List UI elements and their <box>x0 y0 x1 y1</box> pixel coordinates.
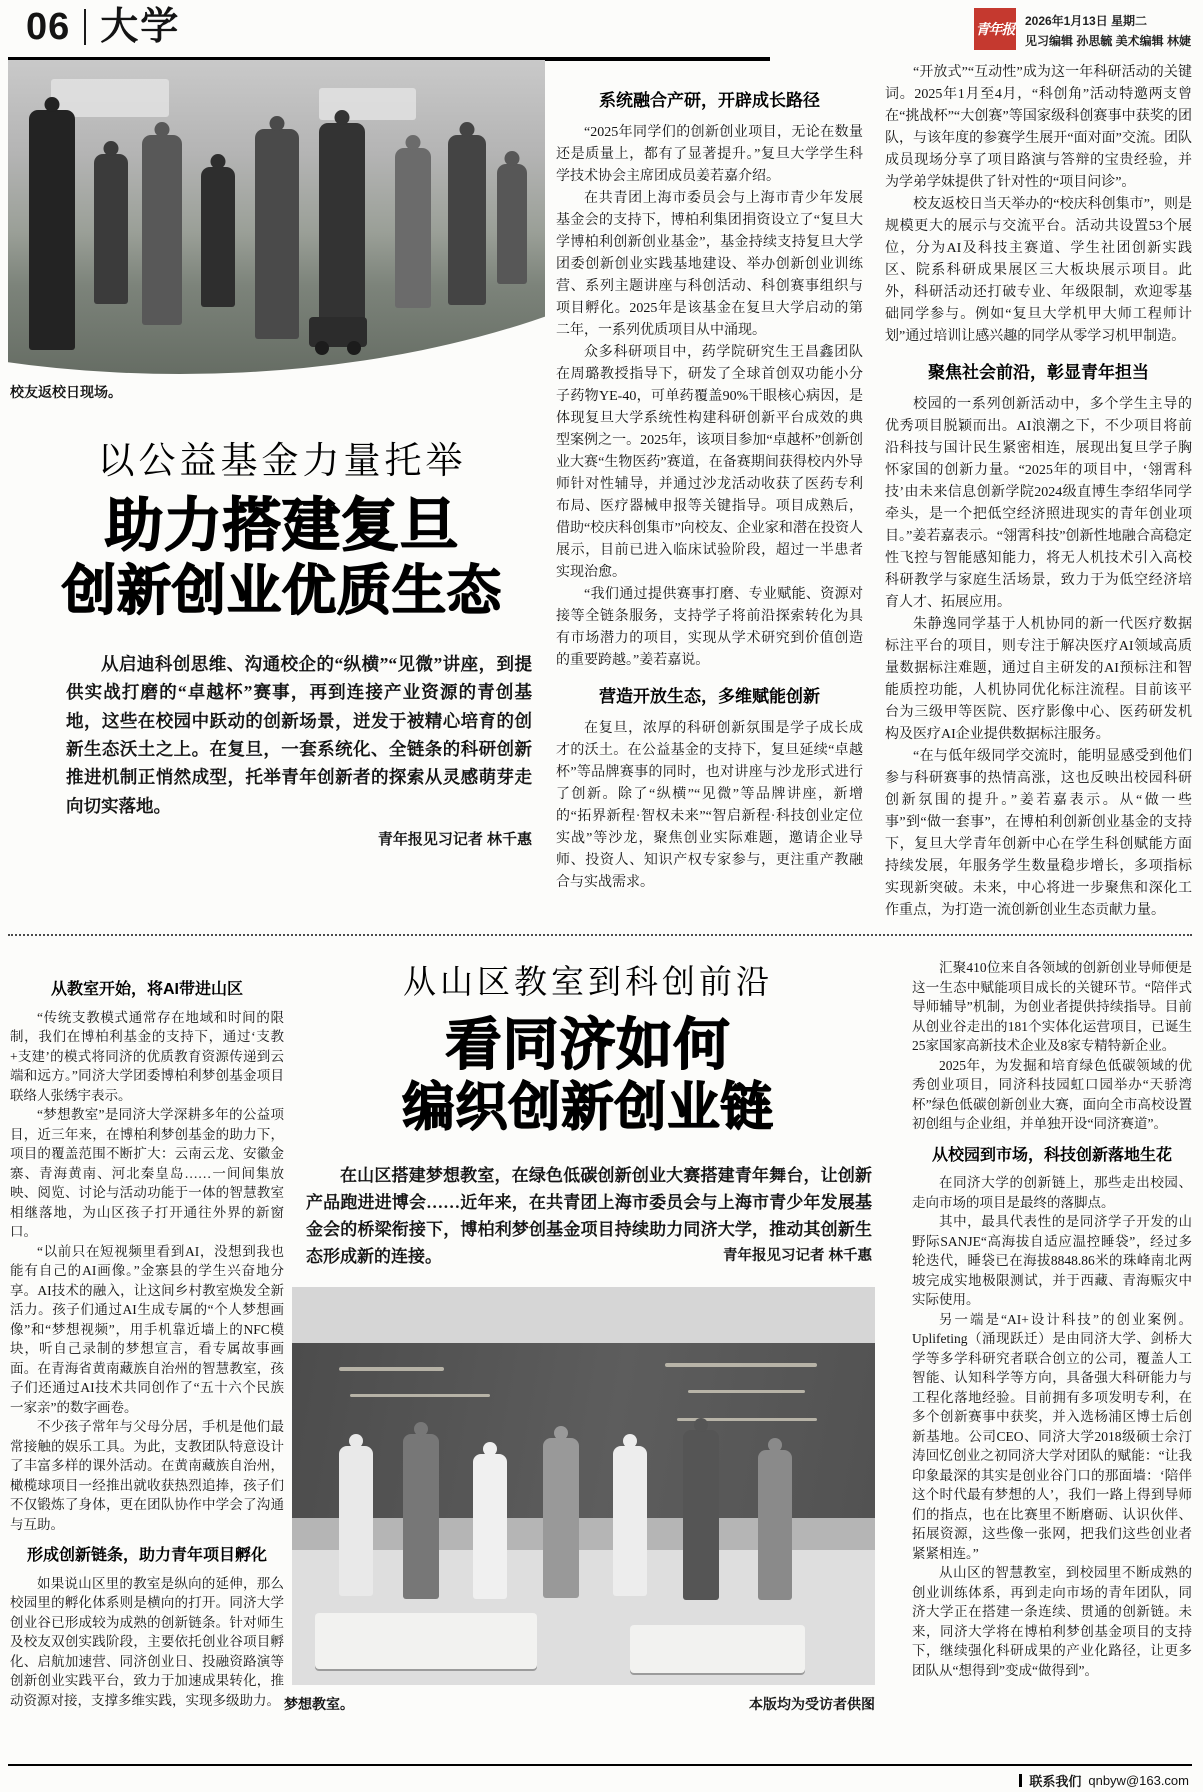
photo-caption: 校友返校日现场。 <box>10 384 122 400</box>
article1-lead <box>66 650 532 852</box>
chalk-writing <box>665 1363 817 1367</box>
person-silhouette <box>142 135 182 325</box>
classroom-wall <box>292 1287 875 1351</box>
body-paragraph: “开放式”“互动性”成为这一年科研活动的关键词。2025年1月至4月，“科创角”活动特邀两支曾在“挑战杯”“大创赛”等国家级科创赛事中获奖的团队，与该年度的参赛学生展开“面对面”交流。团队成员现场分享了项目路演与答辩的宝贵经验，并为学弟学妹提供了针对性的“项目问诊”。 <box>885 65 1192 190</box>
section-masthead <box>26 8 180 46</box>
body-paragraph: 其中，最具代表性的是同济学子开发的山野际SANJE“高海拔自适应温控睡袋”，经过多轮迭代，睡袋已在海拔8848.86米的珠峰南北两坡完成实地极限测试，并于西藏、青海赈灾中实际使用。 <box>912 1214 1192 1307</box>
person-silhouette <box>403 1434 439 1599</box>
footer-rule <box>8 1764 1192 1766</box>
body-paragraph: “2025年同学们的创新创业项目，无论在数量还是质量上，都有了显著提升。”复旦大学学生科学技术协会主席团成员姜若嘉介绍。 <box>556 125 863 184</box>
body-paragraph: 朱静逸同学基于人机协同的新一代医疗数据标注平台的项目，则专注于解决医疗AI领域高质量数据标注难题，通过自主研发的AI预标注和智能质控功能，人机协同优化标注流程。目前该平台为三级甲等医院、医疗影像中心、医药研发机构及医疗AI企业提供数据标注服务。 <box>885 617 1192 742</box>
person-silhouette <box>255 129 299 339</box>
photo-caption: 梦想教室。 <box>284 1696 354 1712</box>
body-paragraph: “传统支教模式通常存在地域和时间的限制，我们在博柏利基金的支持下，通过‘支教+支建’的模式将同济的优质教育资源传递到云端和远方。”同济大学团委博柏利梦创基金项目联络人张绣宇表示。 <box>10 1009 284 1103</box>
body-paragraph: 汇聚410位来自各领域的创新创业导师便是这一生态中赋能项目成长的关键环节。“陪伴式导师辅导”机制，为创业者提供持续指导。目前从创业谷走出的181个实体化运营项目，已诞生25家国家高新技术企业及8家专精特新企业。 <box>912 960 1192 1053</box>
body-paragraph: 众多科研项目中，药学院研究生王昌鑫团队在周璐教授指导下，研发了全球首创双功能小分子药物YE-40，可单药覆盖90%干眼核心病因，是体现复旦大学系统性构建科研创新平台成效的典型案例之一。2025年，该项目参加“卓越杯”创新创业大赛“生物医药”赛道，在备赛期间获得校内外导师针对性辅导，并通过沙龙活动收获了医药专利布局、医疗器械申报等关键指导。项目成熟后，借助“校庆科创集市”向校友、企业家和潜在投资人展示，目前已进入临床试验阶段，超过一半患者实现治愈。 <box>556 345 863 580</box>
chalk-writing <box>350 1394 490 1397</box>
person-silhouette <box>613 1446 647 1596</box>
header-divider <box>84 9 86 45</box>
section-heading: 系统融合产研，开辟成长路径 <box>599 91 820 110</box>
person-silhouette <box>395 148 431 308</box>
section-heading: 聚焦社会前沿，彰显青年担当 <box>928 363 1149 382</box>
page-number: 06 <box>26 6 71 48</box>
article2-byline: 青年报见习记者 林千惠 <box>722 1248 872 1264</box>
editors-line: 见习编辑 孙思毓 美术编辑 林婕 <box>1024 34 1191 49</box>
body-paragraph: “梦想教室”是同济大学深耕多年的公益项目，近三年来，在博柏利梦创基金的助力下，项目的覆盖范围不断扩大：云南云龙、安徽金寨、青海黄南、河北秦皇岛……一间间集放映、阅览、讨论与活动功能于一体的智慧教室相继落地，为山区孩子打开通往外界的新窗口。 <box>10 1107 284 1239</box>
chalk-writing <box>339 1367 444 1371</box>
photo-credit: 本版均为受访者供图 <box>749 1696 875 1712</box>
body-paragraph: 从山区的智慧教室，到校园里不断成熟的创业训练体系，再到走向市场的青年团队，同济大学正在搭建一条连续、贯通的创新链。未来，同济大学将在博柏利梦创基金项目的支持下，继续强化科研成果的产业化路径，让更多团队从“想得到”变成“做得到”。 <box>912 1565 1192 1678</box>
article1-headline-block <box>28 430 536 624</box>
tent-shape <box>319 88 416 119</box>
person-silhouette <box>201 167 235 307</box>
body-paragraph: 不少孩子常年与父母分居，手机是他们最常接触的娱乐工具。为此，支教团队特意设计了丰富多样的课外活动。在黄南藏族自治州，橄榄球项目一经推出就收获热烈追捧，孩子们不仅锻炼了身体，更在团队协作中学会了沟通与互助。 <box>10 1419 284 1532</box>
body-paragraph: 校园的一系列创新活动中，多个学生主导的优秀项目脱颖而出。AI浪潮之下，不少项目将前沿科技与国计民生紧密相连，展现出复旦学子胸怀家国的创新力量。“2025年的项目中，‘翎霄科技’由未来信息创新学院2024级直博生李绍华同学牵头，是一个把低空经济照进现实的青年创业项目。”姜若嘉表示。“翎霄科技”创新性地融合高稳定性飞控与智能感知能力，将无人机技术引入高校科研教学与家庭生活场景，致力于为低空经济培育人才、拓展应用。 <box>885 397 1192 610</box>
person-silhouette <box>497 164 527 284</box>
table-shape <box>315 1613 537 1669</box>
body-paragraph: 另一端是“AI+设计科技”的创业案例。Uplifeting（涌现跃迁）是由同济大学、剑桥大学等多学科研究者联合创立的公司，覆盖人工智能、认知科学等方向，具备强大科研能力与工程化落地经验。目前拥有多项发明专利，在多个创新赛事中获奖，并入选杨浦区博士后创新基地。公司CEO、同济大学2018级硕士佘汀涛回忆创业之初同济大学对团队的赋能：“让我印象最深的其实是创业谷门口的那面墙：‘陪伴这个时代最有梦想的人’，我们一路上得到导师们的指点，也在比赛里不断磨砺、认识伙伴、拓展资源，这些像一张网，把我们这些创业者紧紧相连。” <box>912 1311 1192 1561</box>
section-heading: 营造开放生态，多维赋能创新 <box>599 687 820 706</box>
person-silhouette <box>448 135 486 305</box>
page-header <box>26 8 1191 56</box>
photo-alumni-day <box>8 60 545 374</box>
body-paragraph: 在共青团上海市委员会与上海市青少年发展基金会的支持下，博柏利集团捐资设立了“复旦大学博柏利创新创业基金”，基金持续支持复旦大学团委创新创业实践基地建设、举办创新创业训练营、系列主题讲座与科创活动、科创赛事组织与项目孵化。2025年是该基金在复旦大学启动的第二年，一系列优质项目从中涌现。 <box>556 191 863 338</box>
body-paragraph: 在同济大学的创新链上，那些走出校园、走向市场的项目是最终的落脚点。 <box>912 1175 1192 1210</box>
article2-right-column <box>912 958 1192 1762</box>
section-heading: 形成创新链条，助力青年项目孵化 <box>26 1547 267 1564</box>
photo-dream-classroom <box>292 1287 875 1685</box>
contact-label: 联系我们 <box>1029 1774 1082 1789</box>
article1-headline-line1: 助力搭建复旦 <box>104 493 459 558</box>
person-silhouette <box>29 110 75 350</box>
body-paragraph: 校友返校日当天举办的“校庆科创集市”，则是规模更大的展示与交流平台。活动共设置53个展位，分为AI及科技主赛道、学生社团创新实践区、院系科研成果展区三大板块展示项目。此外，科研活动还打破专业、年级限制，欢迎零基础同学参与。例如“复旦大学机甲大师工程师计划”通过培训让感兴趣的同学从零学习机甲制造。 <box>885 197 1192 344</box>
edition-info <box>1025 8 1191 52</box>
article2-headline-block <box>298 956 878 1138</box>
article1-body <box>556 62 1192 926</box>
section-title: 大学 <box>100 6 181 48</box>
article2-left-column <box>10 964 284 1760</box>
person-silhouette <box>94 154 128 304</box>
robot-shape <box>309 317 367 347</box>
paper-masthead <box>974 8 1191 52</box>
body-paragraph: “在与低年级同学交流时，能明显感受到他们参与科研赛事的热情高涨，这也反映出校园科研创新氛围的提升。”姜若嘉表示。从“做一些事”到“做一套事”，在博柏利创新创业基金的支持下，复旦大学青年创新中心在学生科创赋能方面持续发展，年服务学生数量稳步增长，多项指标实现新突破。未来，中心将进一步聚焦和深化工作重点，为打造一流创新创业生态贡献力量。 <box>885 749 1192 918</box>
section-heading: 从教室开始，将AI带进山区 <box>50 981 243 998</box>
person-silhouette <box>683 1430 719 1600</box>
article2-headline-line1: 看同济如何 <box>445 1013 731 1076</box>
person-silhouette <box>758 1450 792 1600</box>
body-paragraph: 如果说山区里的教室是纵向的延伸，那么校园里的孵化体系则是横向的打开。同济大学创业谷已形成较为成熟的创新链条。针对师生及校友双创实践阶段，主要依托创业谷项目孵化、启航加速营、同济创业日、投融资路演等创新创业实践平台，致力于加速成果转化，推动资源对接，支撑多维实践，实现多级助力。 <box>10 1575 284 1708</box>
body-paragraph: 2025年，为发掘和培育绿色低碳领域的优秀创业项目，同济科技园虹口园举办“天骄湾杯”绿色低碳创新创业大赛，面向全市高校设置初创组与企业组，并单独开设“同济赛道”。 <box>912 1057 1192 1131</box>
body-paragraph: “以前只在短视频里看到AI，没想到我也能有自己的AI画像。”金寨县的学生兴奋地分享。AI技术的融入，让这间乡村教室焕发全新活力。孩子们通过AI生成专属的“个人梦想画像”和“梦想视频”，用手机靠近墙上的NFC模块，听自己录制的梦想宣言，看专属故事画面。在青海省黄南藏族自治州的智慧教室，孩子们还通过AI技术共同创作了“五十六个民族一家亲”的数字画卷。 <box>10 1243 284 1415</box>
article1-headline-line2: 创新创业优质生态 <box>62 561 502 622</box>
photo2-captions <box>284 1694 875 1714</box>
lead-paragraph: 在山区搭建梦想教室，在绿色低碳创新创业大赛搭建青年舞台，让创新产品跑进进博会……近年来，在共青团上海市委员会与上海市青少年发展基金会的桥梁衔接下，博柏利梦创基金项目持续助力同济大学，推动其创新生态形成新的连接。 <box>306 1166 872 1266</box>
date-line: 2026年1月13日 星期二 <box>1024 14 1148 28</box>
body-paragraph: 在复旦，浓厚的科研创新氛围是学子成长成才的沃土。在公益基金的支持下，复旦延续“卓越杯”等品牌赛事的同时，也对讲座与沙龙形式进行了创新。除了“纵横”“见微”等品牌讲座，新增的“拓界新程·智权未来”“智启新程·科技创业定位实战”等沙龙，聚焦创业实际难题，邀请企业导师、投资人、知识产权专家参与，更注重产教融合与实战需求。 <box>556 721 863 890</box>
article2-kicker: 从山区教室到科创前沿 <box>403 963 773 1000</box>
body-paragraph: “我们通过提供赛事打磨、专业赋能、资源对接等全链条服务，支持学子将前沿探索转化为具有市场潜力的项目，实现从学术研究到价值创造的重要跨越。”姜若嘉说。 <box>556 587 863 668</box>
section-heading: 从校园到市场，科技创新落地生花 <box>931 1146 1172 1164</box>
person-silhouette <box>473 1454 507 1599</box>
person-silhouette <box>339 1446 373 1596</box>
footer-bar-icon <box>1019 1774 1022 1787</box>
article2-lead <box>306 1162 872 1270</box>
contact-email: qnbyw@163.com <box>1088 1773 1189 1788</box>
article1-byline: 青年报见习记者 林千惠 <box>377 831 532 849</box>
dotted-divider <box>8 934 1192 936</box>
person-silhouette <box>319 123 365 343</box>
table-shape <box>630 1625 805 1673</box>
footer-contact <box>1019 1771 1189 1790</box>
article2-headline-line2: 编织创新创业链 <box>402 1078 774 1137</box>
person-silhouette <box>543 1438 579 1598</box>
article1-kicker: 以公益基金力量托举 <box>97 440 467 481</box>
newspaper-logo: 青年报 <box>974 8 1016 50</box>
lead-paragraph: 从启迪科创思维、沟通校企的“纵横”“见微”讲座，到提供实战打磨的“卓越杯”赛事，再到连接产业资源的青创基地，这些在校园中跃动的创新场景，迸发于被精心培育的创新生态沃土之上。在复旦，一套系统化、全链条的科研创新推进机制正悄然成型，托举青年创新者的探索从灵感萌芽走向切实落地。 <box>66 654 532 816</box>
